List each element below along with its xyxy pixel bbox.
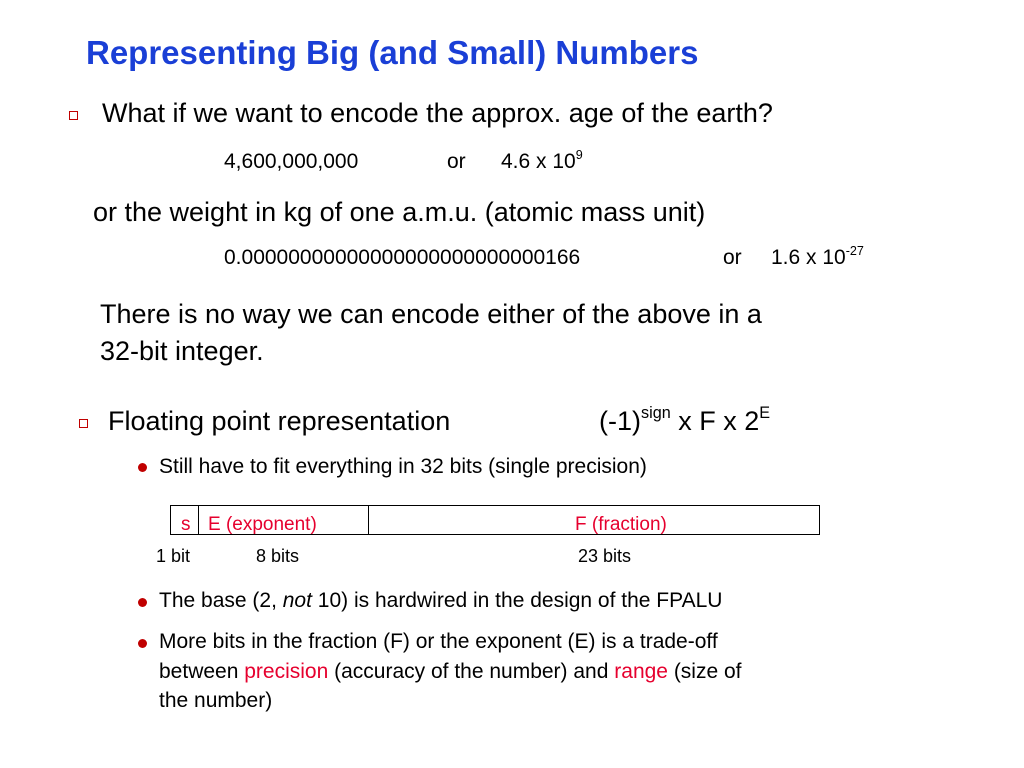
fraction-field-label: F (fraction)	[575, 514, 667, 535]
tradeoff-text-mid: (accuracy of the number) and	[328, 660, 615, 683]
sub-bullet-tradeoff-line-3: the number)	[159, 689, 273, 712]
sign-field	[171, 506, 199, 534]
square-bullet-icon	[79, 419, 88, 428]
formula-exponent: E	[759, 403, 771, 422]
range-highlight: range	[614, 660, 668, 683]
formula-mid: x F x 2	[670, 406, 760, 436]
note-line-2: 32-bit integer.	[100, 336, 264, 366]
float-format-diagram	[170, 505, 820, 535]
amu-long-form: 0.00000000000000000000000000166	[224, 246, 581, 269]
round-bullet-icon	[138, 463, 147, 472]
age-sci-exponent: 9	[575, 147, 583, 162]
bullet-age-question: What if we want to encode the approx. age of the earth?	[102, 98, 773, 128]
tradeoff-text-post: (size of	[667, 660, 742, 683]
age-long-form: 4,600,000,000	[224, 150, 359, 173]
sub-bullet-32-bits: Still have to fit everything in 32 bits (single precision)	[159, 455, 647, 478]
bullet-floating-point: Floating point representation	[108, 406, 451, 436]
base-text-pre: The base (2,	[159, 589, 283, 612]
age-or: or	[447, 150, 466, 173]
age-sci-base: 4.6 x 10	[501, 150, 576, 173]
round-bullet-icon	[138, 598, 147, 607]
amu-sci-base: 1.6 x 10	[771, 246, 846, 269]
fraction-bit-count: 23 bits	[578, 546, 632, 566]
base-text-post: 10) is hardwired in the design of the FPALU	[311, 589, 723, 612]
formula-prefix: (-1)	[599, 406, 641, 436]
slide-title: Representing Big (and Small) Numbers	[86, 34, 699, 71]
round-bullet-icon	[138, 639, 147, 648]
base-text-italic: not	[282, 589, 312, 612]
exponent-field	[199, 506, 369, 534]
sign-bit-count: 1 bit	[156, 546, 191, 566]
floating-point-formula	[599, 403, 771, 437]
sub-bullet-tradeoff-line-1: More bits in the fraction (F) or the exponent (E) is a trade-off	[159, 630, 718, 653]
amu-sci-exponent: -27	[845, 243, 864, 258]
weight-intro: or the weight in kg of one a.m.u. (atomic mass unit)	[93, 197, 706, 227]
exponent-bit-count: 8 bits	[256, 546, 300, 566]
sub-bullet-tradeoff-line-2	[159, 660, 742, 684]
precision-highlight: precision	[244, 660, 329, 683]
exponent-field-label: E (exponent)	[208, 514, 317, 535]
amu-scientific	[771, 243, 864, 270]
formula-sign: sign	[641, 403, 671, 422]
sub-bullet-base	[159, 589, 722, 613]
square-bullet-icon	[69, 111, 78, 120]
sign-field-label: s	[181, 514, 191, 535]
amu-or: or	[723, 246, 742, 269]
age-scientific	[501, 147, 583, 174]
note-line-1: There is no way we can encode either of the above in a	[100, 299, 762, 329]
fraction-field	[369, 506, 819, 534]
tradeoff-text-pre: between	[159, 660, 245, 683]
